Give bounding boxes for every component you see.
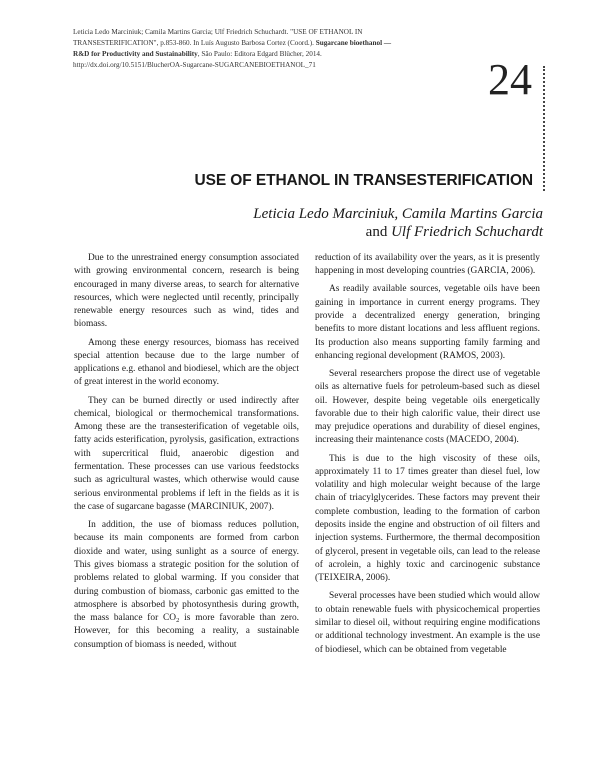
paragraph: Several researchers propose the direct use of vegetable oils as alternative fuels for petroleum-based such as diesel oil. However, despite being vegetable oils energetically favorable due to their high calorific value, their direct use may prejudice operations and durability of diesel engines, increasing their maintenance costs (MACEDO, 2004). — [315, 368, 540, 446]
paragraph-text: In addition, the use of biomass reduces pollution, because its main components are formed from carbon dioxide and water, using sunlight as a source of energy. This gives biomass a strategic position for the solution of problems related to global warming. If you consider that during combustion of biomass, carbonic gas emitted to the atmosphere is absorbed by photosynthesis during growth, the mass balance for CO — [74, 520, 299, 624]
authors-block — [200, 205, 543, 241]
paragraph: This is due to the high viscosity of these oils, approximately 11 to 17 times greater than diesel fuel, low volatility and high molecular weight because of the large chain of triacylglycerides. These factors may prevent their complete combustion, leading to the formation of carbon deposits inside the engine and obstruction of oil filters and injection systems. Furthermore, the thermal decomposition of glycerol, present in vegetable oils, can lead to the release of acrolein, a highly toxic and carcinogenic substance (TEIXEIRA, 2006). — [315, 453, 540, 584]
chapter-number: 24 — [488, 55, 532, 104]
citation-line-3 — [73, 49, 473, 60]
body-column-left — [74, 252, 299, 657]
citation-line-2 — [73, 38, 473, 49]
citation-header — [73, 27, 473, 71]
body-column-right — [315, 252, 540, 662]
subscript: 2 — [176, 617, 180, 625]
authors-line-2 — [200, 223, 543, 241]
chapter-title: USE OF ETHANOL IN TRANSESTERIFICATION — [194, 172, 533, 189]
paragraph-text: is more favorable than zero. However, for this becoming a reality, a sustainable consumption of biomass is needed, without — [74, 613, 299, 650]
citation-line-1: Leticia Ledo Marciniuk; Camila Martins Garcia; Ulf Friedrich Schuchardt. "USE OF ETHANOL IN — [73, 28, 363, 36]
authors-line-1: Leticia Ledo Marciniuk, Camila Martins Garcia — [253, 206, 543, 222]
paragraph: Due to the unrestrained energy consumption associated with growing environmental concern, research is being encouraged in many diverse areas, to search for alternative resources, which were neglected until recently, principally renewable energy resources such as wind, tides and biomass. — [74, 253, 299, 330]
paragraph: Several processes have been studied which would allow to obtain renewable fuels with physicochemical properties similar to diesel oil, without requiring engine modifications or additional technology investment. An example is the use of biodiesel, which can be obtained from vegetable — [315, 591, 540, 655]
citation-doi-link[interactable]: http://dx.doi.org/10.5151/BlucherOA-Sugarcane-SUGARCANEBIOETHANOL_71 — [73, 61, 316, 69]
paragraph: reduction of its availability over the years, as it is presently happening in most developing countries (GARCIA, 2006). — [315, 253, 540, 277]
citation-book-subtitle: R&D for Productivity and Sustainability — [73, 50, 198, 58]
paragraph: Among these energy resources, biomass has received special attention because due to the large number of applications e.g. ethanol and biodiesel, which are the object of great interest in the world economy. — [74, 337, 299, 388]
authors-last: Ulf Friedrich Schuchardt — [391, 224, 543, 240]
paragraph: They can be burned directly or used indirectly after chemical, biological or thermochemical transformations. Among these are the transesterification of vegetable oils, fatty acids esterification, pyrolysis, gasification, extractions with supercritical fluid, anaerobic digestion and fermentation. These processes can use various feedstocks such as agricultural wastes, which otherwise would cause serious environmental problems if left in the fields as it is the case of sugarcane bagasse (MARCINIUK, 2007). — [74, 395, 299, 512]
citation-line-2-text: TRANSESTERIFICATION", p.853-860. In Luís Augusto Barbosa Cortez (Coord.). — [73, 39, 316, 47]
dotted-divider — [543, 66, 545, 191]
paragraph — [74, 519, 299, 652]
authors-and: and — [365, 224, 388, 240]
paragraph: As readily available sources, vegetable oils have been gaining in importance in current energy programs. They provide a decentralized energy generation, bringing benefits to more distant locations and less affluent regions. Its production also means supporting family farming and enhancing regional development (RAMOS, 2003). — [315, 284, 540, 361]
citation-publisher: , São Paulo: Editora Edgard Blücher, 2014. — [197, 50, 322, 58]
citation-book-title: Sugarcane bioethanol — — [315, 39, 392, 47]
